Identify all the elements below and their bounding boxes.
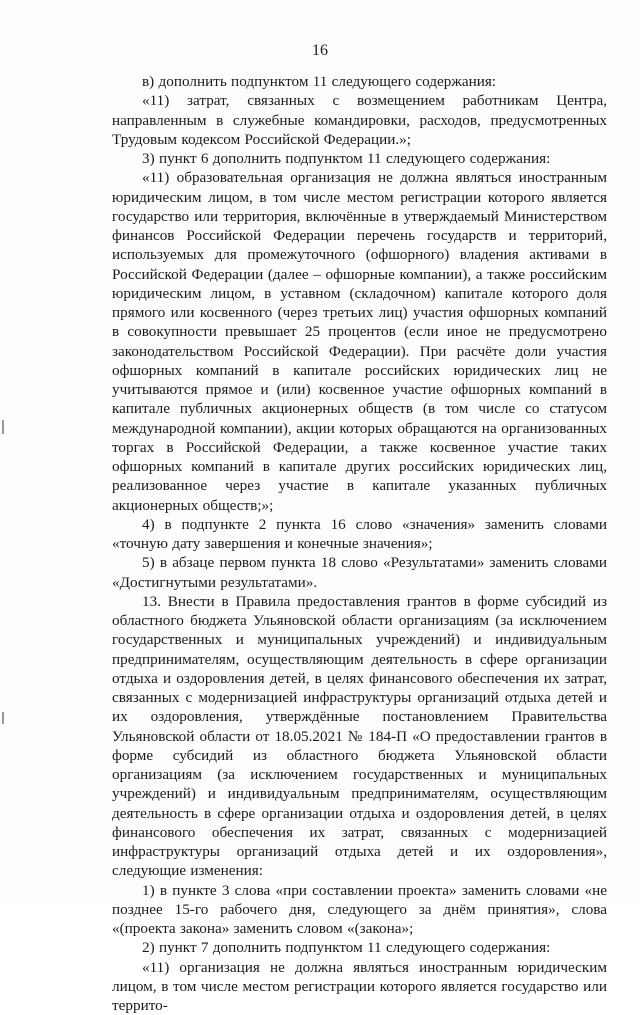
paragraph-section-13: 13. Внести в Правила предоставления грантов в форме субсидий из областного бюджета Ульяновской области организациям (за исключением государственных и муниципальных учреждений) и индивидуальным предпринимателям, осуществляющим деятельность в сфере организации отдыха и оздоровления детей, в целях финансового обеспечения их затрат, связанных с модернизацией инфраструктуры организаций отдыха детей и их оздоровления, утверждённые постановлением Правительства Ульяновской области от 18.05.2021 № 184-П «О предоставлении грантов в форме субсидий из областного бюджета Ульяновской области организациям (за исключением государственных и муниципальных учреждений) и индивидуальным предпринимателям, осуществляющим деятельность в сфере организации отдыха и оздоровления детей, в целях финансового обеспечения их затрат, связанных с модернизацией инфраструктуры организаций отдыха детей и их оздоровления», следующие изменения: [112, 592, 607, 881]
paragraph-quote-offshore-educational: «11) образовательная организация не должна являться иностранным юридическим лицом, в том числе местом регистрации которого является государство или территория, включённые в утверждаемый Министерством финансов Российской Федерации перечень государств и территорий, используемых для промежуточного (офшорного) владения активами в Российской Федерации (далее – офшорные компании), а также российским юридическим лицом, в уставном (складочном) капитале которого доля прямого или косвенного (через третьих лиц) участия офшорных компаний в совокупности превышает 25 процентов (если иное не предусмотрено законодательством Российской Федерации). При расчёте доли участия офшорных компаний в капитале российских юридических лиц не учитываются прямое и (или) косвенное участие офшорных компаний в капитале публичных акционерных обществ (в том числе со статусом международной компании), акции которых обращаются на организованных торгах в Российской Федерации, а также косвенное участие таких офшорных компаний в капитале других российских юридических лиц, реализованное через участие в капитале указанных публичных акционерных обществ;»; [112, 168, 607, 515]
document-body [112, 72, 607, 1015]
paragraph-item-5: 5) в абзаце первом пункта 18 слово «Результатами» заменить словами «Достигнутыми результатами». [112, 553, 607, 592]
paragraph-item-3: 3) пункт 6 дополнить подпунктом 11 следующего содержания: [112, 149, 607, 168]
paragraph-subitem-v: в) дополнить подпунктом 11 следующего содержания: [112, 72, 607, 91]
scan-edge-mark [2, 712, 4, 724]
paragraph-item-2: 2) пункт 7 дополнить подпунктом 11 следующего содержания: [112, 938, 607, 957]
paragraph-quote-offshore-organization: «11) организация не должна являться иностранным юридическим лицом, в том числе местом регистрации которого является государство или террито- [112, 958, 607, 1015]
paragraph-item-1: 1) в пункте 3 слова «при составлении проекта» заменить словами «не позднее 15-го рабочего дня, следующего за днём принятия», слова «(проекта закона» заменить словом «(закона»; [112, 881, 607, 939]
paragraph-quote-travel-expenses: «11) затрат, связанных с возмещением работникам Центра, направленным в служебные командировки, расходов, предусмотренных Трудовым кодексом Российской Федерации.»; [112, 91, 607, 149]
paragraph-item-4: 4) в подпункте 2 пункта 16 слово «значения» заменить словами «точную дату завершения и конечные значения»; [112, 515, 607, 554]
page-number: 16 [0, 41, 640, 60]
scan-edge-mark [2, 420, 4, 434]
